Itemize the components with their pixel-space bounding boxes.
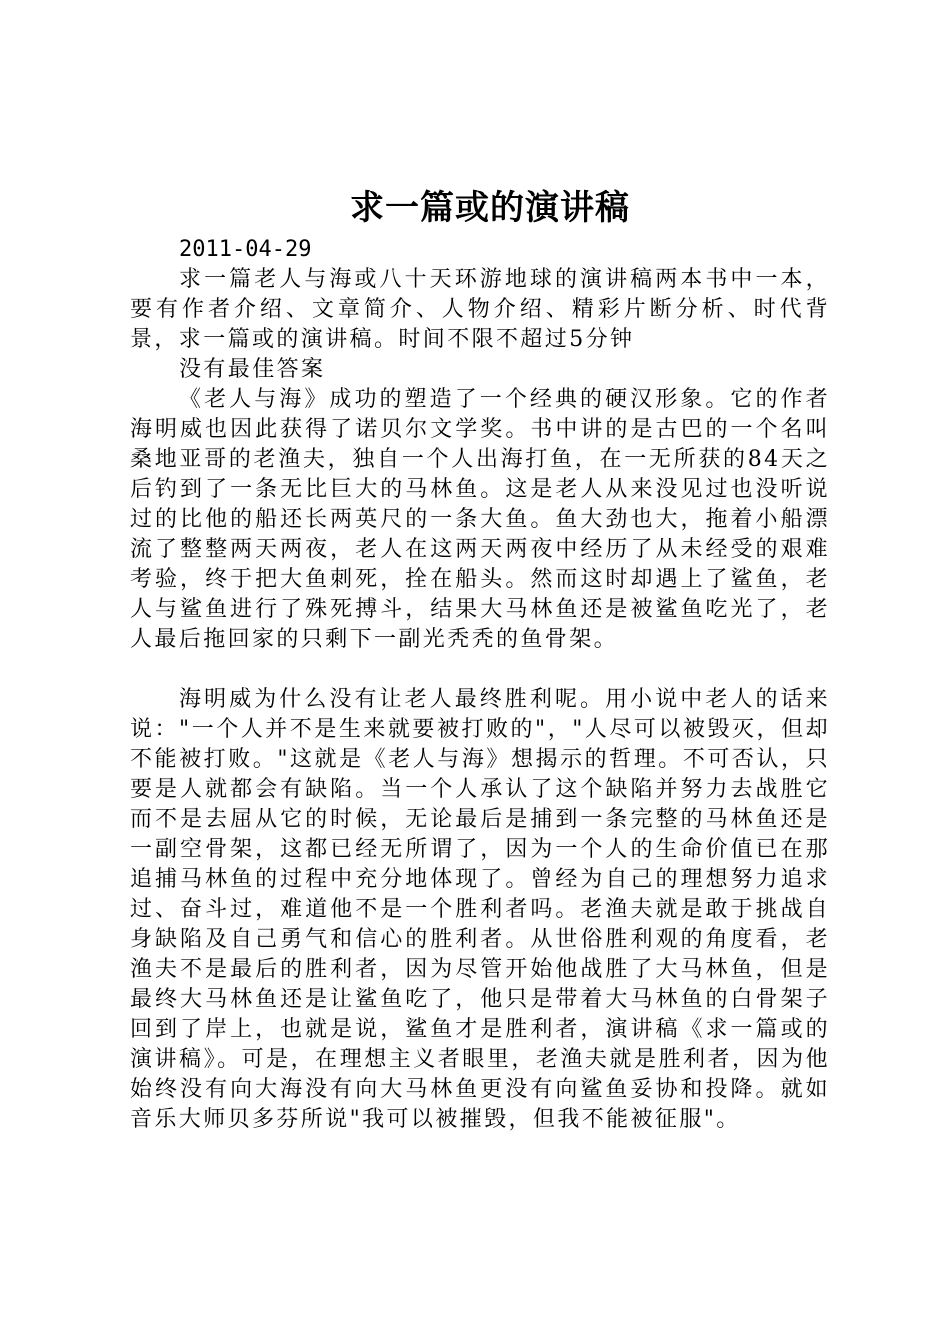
question-text: 求一篇老人与海或八十天环游地球的演讲稿两本书中一本，要有作者介绍、文章简介、人物介绍、精彩片断分析、时代背景，求一篇或的演讲稿。时间不限不超过5分钟 bbox=[130, 267, 830, 352]
answer-label: 没有最佳答案 bbox=[179, 357, 326, 382]
document-page bbox=[130, 185, 830, 1135]
body-paragraph-1: 《老人与海》成功的塑造了一个经典的硬汉形象。它的作者海明威也因此获得了诺贝尔文学奖。书中讲的是古巴的一个名叫桑地亚哥的老渔夫，独自一个人出海打鱼，在一无所获的84天之后钓到了一条无比巨大的马林鱼。这是老人从来没见过也没听说过的比他的船还长两英尺的一条大鱼。鱼大劲也大，拖着小船漂流了整整两天两夜，老人在这两天两夜中经历了从未经受的艰难考验，终于把大鱼刺死，拴在船头。然而这时却遇上了鲨鱼，老人与鲨鱼进行了殊死搏斗，结果大马林鱼还是被鲨鱼吃光了，老人最后拖回家的只剩下一副光秃秃的鱼骨架。 bbox=[130, 387, 830, 652]
body-paragraph-2: 海明威为什么没有让老人最终胜利呢。用小说中老人的话来说："一个人并不是生来就要被打败的"，"人尽可以被毁灭，但却不能被打败。"这就是《老人与海》想揭示的哲理。不可否认，只要是人就都会有缺陷。当一个人承认了这个缺陷并努力去战胜它而不是去屈从它的时候，无论最后是捕到一条完整的马林鱼还是一副空骨架，这都已经无所谓了，因为一个人的生命价值已在那追捕马林鱼的过程中充分地体现了。曾经为自己的理想努力追求过、奋斗过，难道他不是一个胜利者吗。老渔夫就是敢于挑战自身缺陷及自己勇气和信心的胜利者。从世俗胜利观的角度看，老渔夫不是最后的胜利者，因为尽管开始他战胜了大马林鱼，但是最终大马林鱼还是让鲨鱼吃了，他只是带着大马林鱼的白骨架子回到了岸上，也就是说，鲨鱼才是胜利者，演讲稿《求一篇或的演讲稿》。可是，在理想主义者眼里，老渔夫就是胜利者，因为他始终没有向大海没有向大马林鱼更没有向鲨鱼妥协和投降。就如音乐大师贝多芬所说"我可以被摧毁，但我不能被征服"。 bbox=[130, 687, 830, 1132]
document-title: 求一篇或的演讲稿 bbox=[350, 188, 630, 228]
document-date: 2011-04-29 bbox=[179, 237, 312, 262]
